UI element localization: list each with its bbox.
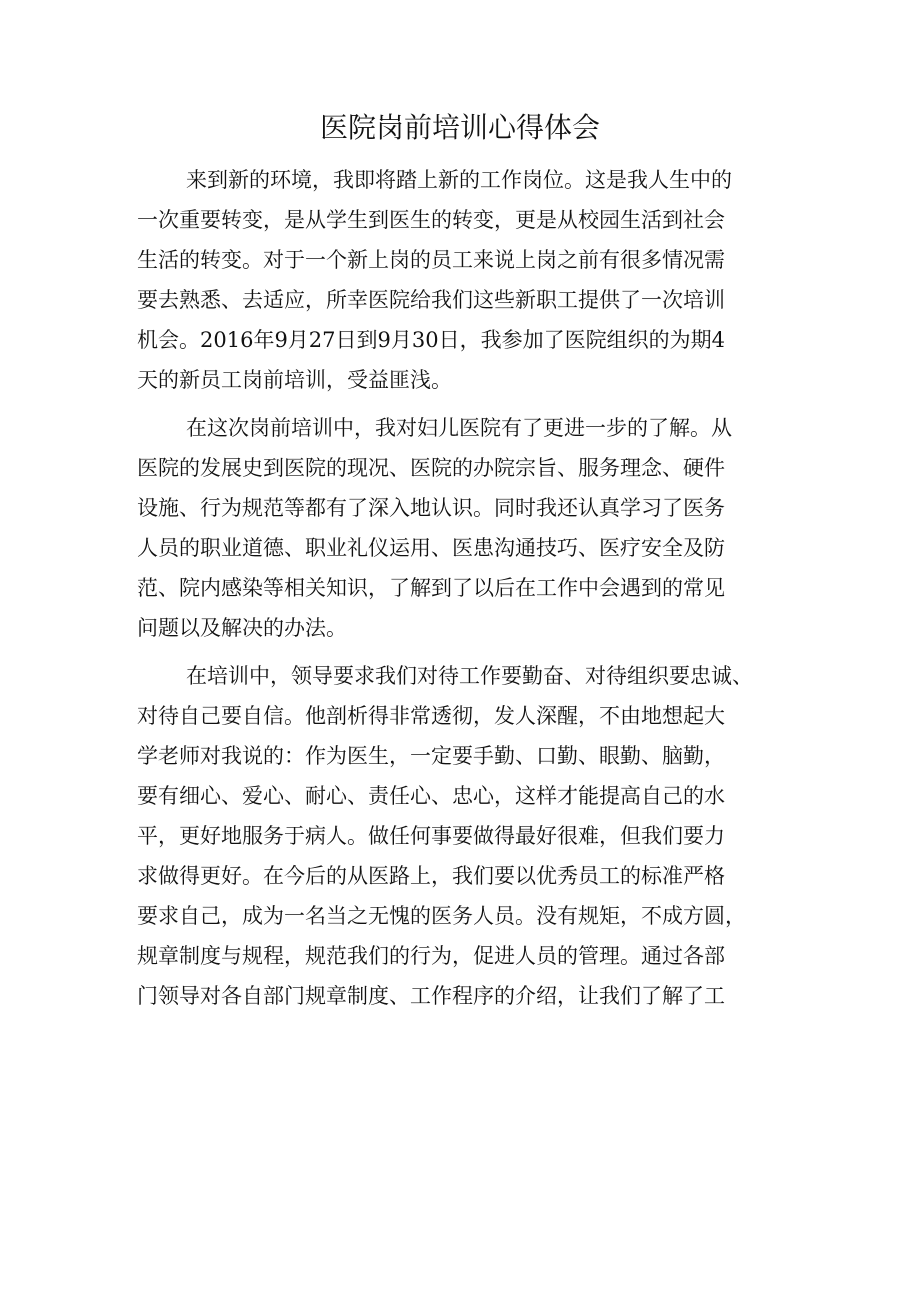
paragraph-line: 要去熟悉、去适应，所幸医院给我们这些新职工提供了一次培训 — [137, 288, 725, 312]
paragraph-line: 设施、行为规范等都有了深入地认识。同时我还认真学习了医务 — [137, 496, 725, 520]
paragraph-line: 门领导对各自部门规章制度、工作程序的介绍，让我们了解了工 — [137, 984, 725, 1008]
paragraph-2 — [137, 408, 797, 648]
paragraph-line: 天的新员工岗前培训，受益匪浅。 — [137, 368, 452, 392]
paragraph-line: 医院的发展史到医院的现况、医院的办院宗旨、服务理念、硬件 — [137, 456, 725, 480]
paragraph-3 — [137, 656, 797, 1016]
paragraph-line: 范、院内感染等相关知识，了解到了以后在工作中会遇到的常见 — [137, 576, 725, 600]
document-title: 医院岗前培训心得体会 — [319, 111, 600, 144]
paragraph-line: 求做得更好。在今后的从医路上，我们要以优秀员工的标准严格 — [137, 864, 725, 888]
paragraph-line: 学老师对我说的：作为医生，一定要手勤、口勤、眼勤、脑勤， — [137, 744, 725, 768]
paragraph-line: 人员的职业道德、职业礼仪运用、医患沟通技巧、医疗安全及防 — [137, 536, 725, 560]
paragraph-line: 机会。2016年9月27日到9月30日，我参加了医院组织的为期4 — [137, 328, 725, 352]
paragraph-line: 要有细心、爱心、耐心、责任心、忠心，这样才能提高自己的水 — [137, 784, 725, 808]
paragraph-line: 平，更好地服务于病人。做任何事要做得最好很难，但我们要力 — [137, 824, 725, 848]
paragraph-line: 生活的转变。对于一个新上岗的员工来说上岗之前有很多情况需 — [137, 248, 725, 272]
paragraph-1 — [137, 160, 797, 400]
paragraph-line: 一次重要转变，是从学生到医生的转变，更是从校园生活到社会 — [137, 208, 725, 232]
paragraph-line: 问题以及解决的办法。 — [137, 616, 347, 640]
paragraph-line: 要求自己，成为一名当之无愧的医务人员。没有规矩，不成方圆， — [137, 904, 746, 928]
document-body — [137, 160, 797, 1024]
paragraph-line: 来到新的环境，我即将踏上新的工作岗位。这是我人生中的 — [186, 168, 732, 192]
paragraph-line: 在这次岗前培训中，我对妇儿医院有了更进一步的了解。从 — [186, 416, 732, 440]
paragraph-line: 规章制度与规程，规范我们的行为，促进人员的管理。通过各部 — [137, 944, 725, 968]
paragraph-line: 对待自己要自信。他剖析得非常透彻，发人深醒，不由地想起大 — [137, 704, 725, 728]
paragraph-line: 在培训中，领导要求我们对待工作要勤奋、对待组织要忠诚、 — [186, 664, 753, 688]
